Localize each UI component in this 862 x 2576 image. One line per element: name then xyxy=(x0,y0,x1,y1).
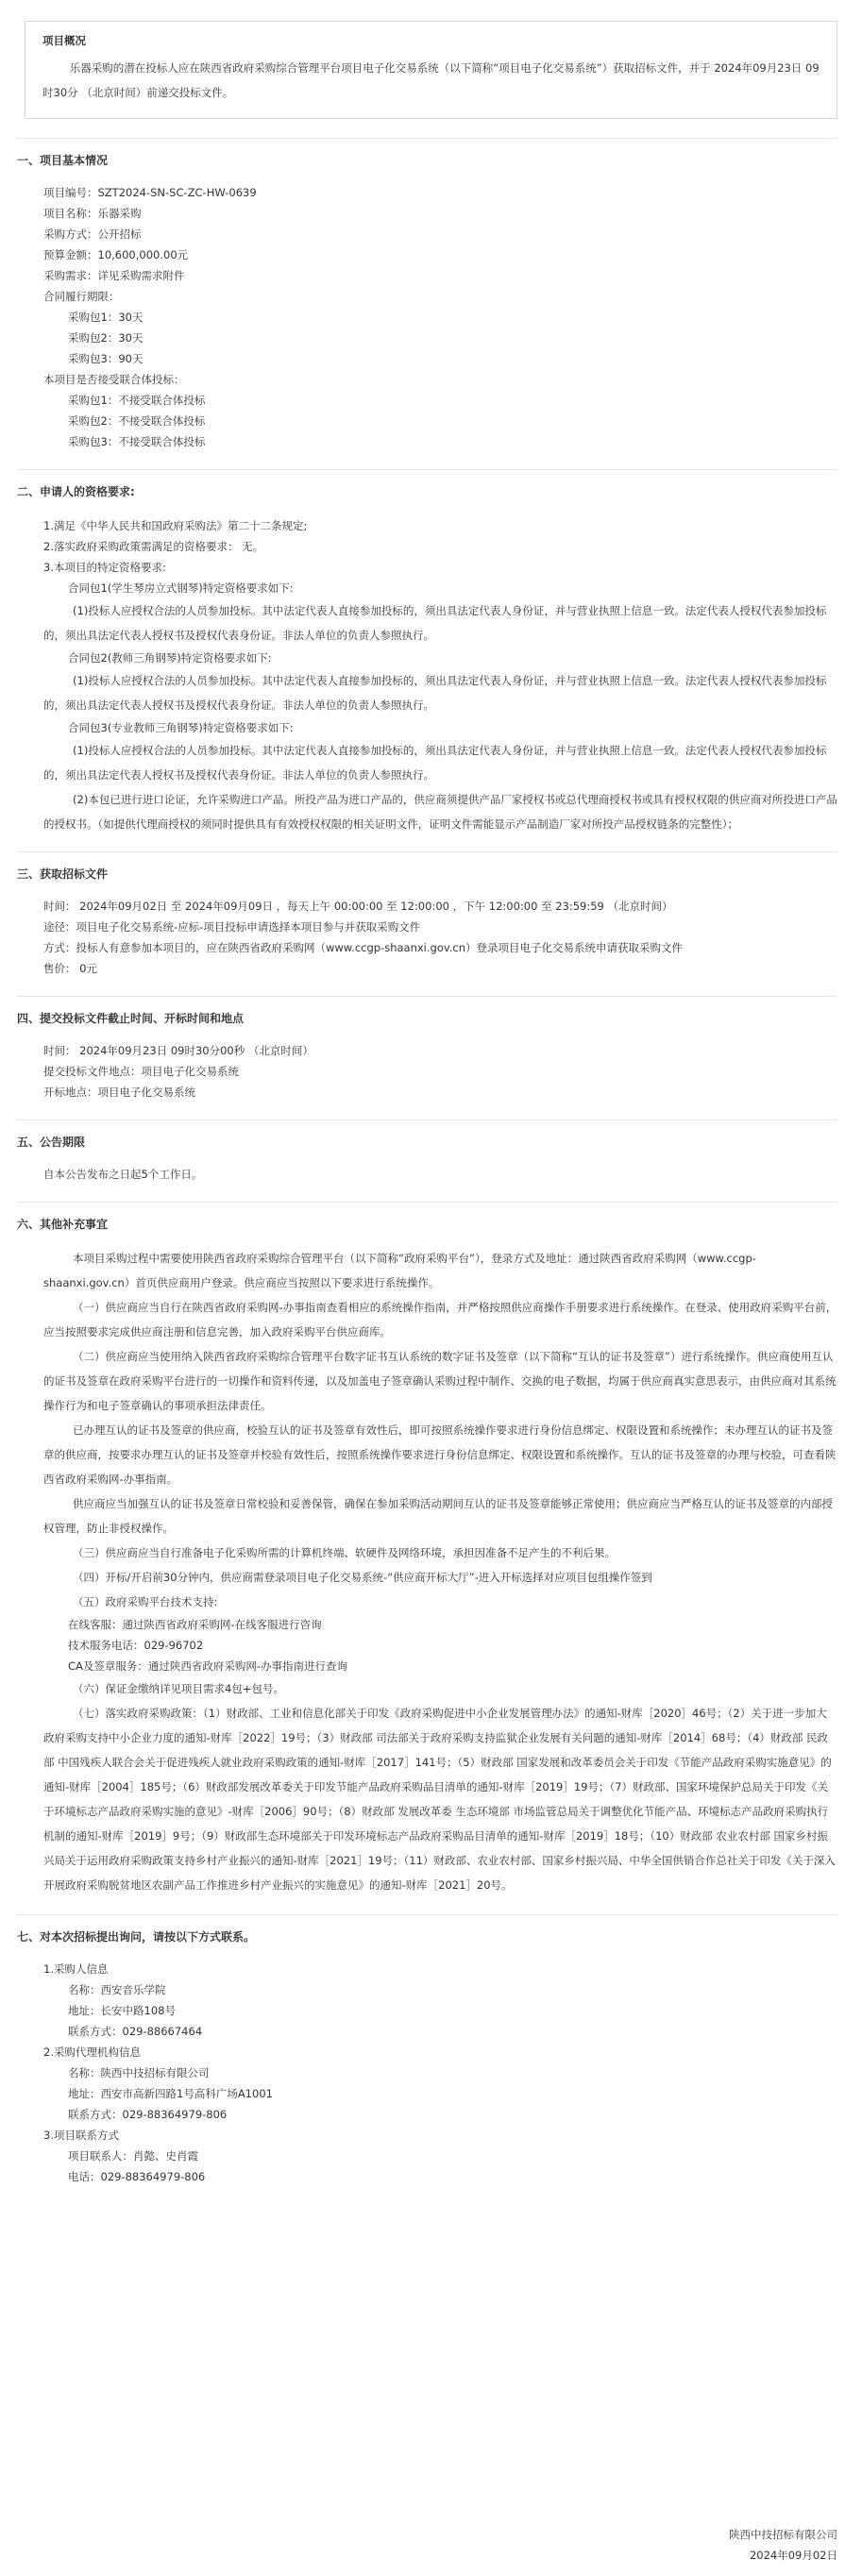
requirement-1: 1.满足《中华人民共和国政府采购法》第二十二条规定; xyxy=(43,519,308,532)
matter-4: （四）开标/开启前30分钟内，供应商需登录项目电子化交易系统-“供应商开标大厅”-进入开标选择对应项目包组操作签到 xyxy=(73,1571,652,1584)
consortium-item: 采购包3：不接受联合体投标 xyxy=(68,435,206,448)
support-online: 在线客服：通过陕西省政府采购网-在线客服进行咨询 xyxy=(68,1618,322,1631)
announcement-page xyxy=(0,21,862,2576)
submit-location: 提交投标文件地点：项目电子化交易系统 xyxy=(43,1065,239,1078)
platform-intro: 本项目采购过程中需要使用陕西省政府采购综合管理平台（以下简称“政府采购平台”），登录方式及地址：通过陕西省政府采购网（www.ccgp-shaanxi.gov.cn）首页供应商用户登录。供应商应当按照以下要求进行系统操作。 xyxy=(43,1252,756,1289)
signature-date: 2024年09月02日 xyxy=(749,2549,837,2562)
purchaser-heading: 1.采购人信息 xyxy=(43,1962,109,1976)
requirement-2: 2.落实政府采购政策需满足的资格要求： 无。 xyxy=(43,540,264,553)
matter-7-policies: （七）落实政府采购政策：（1）财政部、工业和信息化部关于印发《政府采购促进中小企业发展管理办法》的通知-财库［2020］46号；（2）关于进一步加大政府采购支持中小企业力度的通知-财库［2022］19号；（3）财政部 司法部关于政府采购支持监狱企业发展有关问题的通知-财库［2014］68号；（4）财政部 民政部 中国残疾人联合会关于促进残疾人就业政府采购政策的通知-财库［2017］141号；（5）财政部 国家发展和改革委员会关于印发《节能产品政府采购实施意见》的通知-财库［2004］185号；（6）财政部发展改革委关于印发节能产品政府采购品目清单的通知-财库［2019］19号；（7）财政部、国家环境保护总局关于印发《关于环境标志产品政府采购实施的意见》-财库［2006］90号；（8）财政部 发展改革委 生态环境部 市场监管总局关于调整优化节能产品、环境标志产品政府采购执行机制的通知-财库［2019］9号；（9）财政部生态环境部关于印发环境标志产品政府采购品目清单的通知-财库［2019］18号；（10）财政部 农业农村部 国家乡村振兴局关于运用政府采购政策支持乡村产业振兴的通知-财库［2021］19号；（11）财政部、农业农村部、国家乡村振兴局、中华全国供销合作总社关于印发《关于深入开展政府采购脱贫地区农副产品工作推进乡村产业振兴的实施意见》的通知-财库［2021］20号。 xyxy=(43,1707,836,1892)
contract-period-label: 合同履行期限： xyxy=(43,290,120,303)
contract-period-item: 采购包1：30天 xyxy=(68,311,144,324)
overview-title: 项目概况 xyxy=(42,34,86,47)
matter-2-certificate: 已办理互认的证书及签章的供应商，校验互认的证书及签章有效性后，即可按照系统操作要求进行身份信息绑定、权限设置和系统操作；未办理互认的证书及签章的供应商，按要求办理互认的证书及签章并校验有效性后，按照系统操作要求进行身份信息绑定、权限设置和系统操作。互认的证书及签章的办理与校验，可查看陕西省政府采购网-办事指南。 xyxy=(43,1423,837,1486)
project-name: 项目名称：乐器采购 xyxy=(43,207,142,220)
matter-2-custody: 供应商应当加强互认的证书及签章日常校验和妥善保管，确保在参加采购活动期间互认的证书及签章能够正常使用；供应商应当严格互认的证书及签章的内部授权管理，防止非授权操作。 xyxy=(43,1497,834,1535)
section-title: 一、项目基本情况 xyxy=(17,154,109,167)
agency-phone: 联系方式：029-88364979-806 xyxy=(68,2108,228,2121)
project-code: 项目编号：SZT2024-SN-SC-ZC-HW-0639 xyxy=(43,186,257,199)
contract-period-item: 采购包2：30天 xyxy=(68,331,144,345)
authorization-requirement: (1)投标人应授权合法的人员参加投标。其中法定代表人直接参加投标的，须出具法定代表人身份证，并与营业执照上信息一致。法定代表人授权代表参加投标的，须出具法定代表人授权书及授权代表身份证。非法人单位的负责人参照执行。 xyxy=(43,674,827,712)
opening-location: 开标地点：项目电子化交易系统 xyxy=(43,1086,195,1099)
matter-6: （六）保证金缴纳详见项目需求4包+包号。 xyxy=(73,1682,284,1695)
budget-amount: 预算金额：10,600,000.00元 xyxy=(43,248,189,261)
requirement-3: 3.本项目的特定资格要求: xyxy=(43,561,166,574)
section-title: 七、对本次招标提出询问，请按以下方式联系。 xyxy=(17,1930,256,1944)
support-phone: 技术服务电话：029-96702 xyxy=(68,1639,204,1652)
matter-2: （二）供应商应当使用纳入陕西省政府采购综合管理平台数字证书互认系统的数字证书及签章（以下简称“互认的证书及签章”）进行系统操作。供应商使用互认的证书及签章在政府采购平台进行的一切操作和资料传递，以及加盖电子签章确认采购过程中制作、交换的电子数据，均属于供应商真实意思表示，由供应商对其系统操作行为和电子签章确认的事项承担法律责任。 xyxy=(43,1350,837,1412)
section-title: 六、其他补充事宜 xyxy=(17,1218,109,1231)
section-title: 二、申请人的资格要求: xyxy=(17,485,135,498)
section-notice-period xyxy=(17,1132,837,1185)
obtain-time: 时间： 2024年09月02日 至 2024年09月09日 ，每天上午 00:00:00 至 12:00:00 ，下午 12:00:00 至 23:59:59 （北京时间） xyxy=(43,900,673,913)
import-requirement: (2)本包已进行进口论证，允许采购进口产品。所投产品为进口产品的，供应商须提供产品厂家授权书或总代理商授权书或具有授权权限的供应商对所投进口产品的授权书。（如提供代理商授权的须同时提供具有有效授权权限的相关证明文件，证明文件需能显示产品制造厂家对所投产品授权链条的完整性）； xyxy=(43,793,837,831)
signature-org: 陕西中技招标有限公司 xyxy=(729,2528,837,2541)
agency-name: 名称：陕西中技招标有限公司 xyxy=(68,2066,210,2079)
project-overview-box xyxy=(25,21,837,119)
support-ca: CA及签章服务：通过陕西省政府采购网-办事指南进行查询 xyxy=(68,1659,348,1673)
notice-period-text: 自本公告发布之日起5个工作日。 xyxy=(43,1168,203,1181)
project-contact-phone: 电话：029-88364979-806 xyxy=(68,2170,206,2183)
consortium-label: 本项目是否接受联合体投标： xyxy=(43,373,185,386)
procurement-method: 采购方式：公开招标 xyxy=(43,227,142,241)
section-title: 五、公告期限 xyxy=(17,1136,86,1149)
section-qualification xyxy=(17,481,837,836)
authorization-requirement: (1)投标人应授权合法的人员参加投标。其中法定代表人直接参加投标的，须出具法定代表人身份证，并与营业执照上信息一致。法定代表人授权代表参加投标的，须出具法定代表人授权书及授权代表身份证。非法人单位的负责人参照执行。 xyxy=(43,744,827,782)
contract-period-item: 采购包3：90天 xyxy=(68,352,144,365)
section-title: 三、获取招标文件 xyxy=(17,867,109,881)
matter-5: （五）政府采购平台技术支持: xyxy=(73,1595,218,1608)
consortium-item: 采购包1：不接受联合体投标 xyxy=(68,394,206,407)
package-2-requirement: 合同包2(教师三角钢琴)特定资格要求如下: xyxy=(68,651,272,665)
purchaser-name: 名称：西安音乐学院 xyxy=(68,1983,166,1996)
package-3-requirement: 合同包3(专业教师三角钢琴)特定资格要求如下: xyxy=(68,721,294,734)
agency-address: 地址：西安市高新四路1号高科广场A1001 xyxy=(68,2087,273,2100)
matter-3: （三）供应商应当自行准备电子化采购所需的计算机终端、软硬件及网络环境，承担因准备不足产生的不利后果。 xyxy=(73,1546,617,1559)
agency-heading: 2.采购代理机构信息 xyxy=(43,2046,141,2059)
section-title: 四、提交投标文件截止时间、开标时间和地点 xyxy=(17,1012,245,1025)
section-obtain-documents xyxy=(17,864,837,979)
signature-block xyxy=(729,2524,837,2566)
purchaser-address: 地址：长安中路108号 xyxy=(68,2004,176,2017)
section-deadline xyxy=(17,1008,837,1103)
obtain-mode: 方式：投标人有意参加本项目的，应在陕西省政府采购网（www.ccgp-shaanxi.gov.cn）登录项目电子化交易系统申请获取采购文件 xyxy=(43,941,684,954)
document-price: 售价： 0元 xyxy=(43,962,97,975)
procurement-requirement: 采购需求：详见采购需求附件 xyxy=(43,269,185,282)
purchaser-phone: 联系方式：029-88667464 xyxy=(68,2025,203,2038)
package-1-requirement: 合同包1(学生琴房立式钢琴)特定资格要求如下: xyxy=(68,581,294,595)
matter-1: （一）供应商应当自行在陕西省政府采购网-办事指南查看相应的系统操作指南，并严格按照供应商操作手册要求进行系统操作。在登录、使用政府采购平台前，应当按照要求完成供应商注册和信息完善，加入政府采购平台供应商库。 xyxy=(43,1301,837,1339)
deadline-time: 时间： 2024年09月23日 09时30分00秒 （北京时间） xyxy=(43,1044,313,1057)
section-other-matters xyxy=(17,1214,837,1897)
section-basic-info xyxy=(17,150,837,452)
overview-text: 乐器采购的潜在投标人应在陕西省政府采购综合管理平台项目电子化交易系统（以下简称“项目电子化交易系统”）获取招标文件，并于 2024年09月23日 09时30分 （北京时间）前递交投标文件。 xyxy=(42,61,820,99)
project-contact-people: 项目联系人：肖懿、史肖霞 xyxy=(68,2149,198,2163)
project-contact-heading: 3.项目联系方式 xyxy=(43,2129,119,2142)
obtain-way: 途径：项目电子化交易系统-应标-项目投标申请选择本项目参与并获取采购文件 xyxy=(43,920,421,934)
section-contacts xyxy=(17,1927,837,2187)
consortium-item: 采购包2：不接受联合体投标 xyxy=(68,414,206,428)
authorization-requirement: (1)投标人应授权合法的人员参加投标。其中法定代表人直接参加投标的，须出具法定代表人身份证，并与营业执照上信息一致。法定代表人授权代表参加投标的，须出具法定代表人授权书及授权代表身份证。非法人单位的负责人参照执行。 xyxy=(43,604,827,642)
